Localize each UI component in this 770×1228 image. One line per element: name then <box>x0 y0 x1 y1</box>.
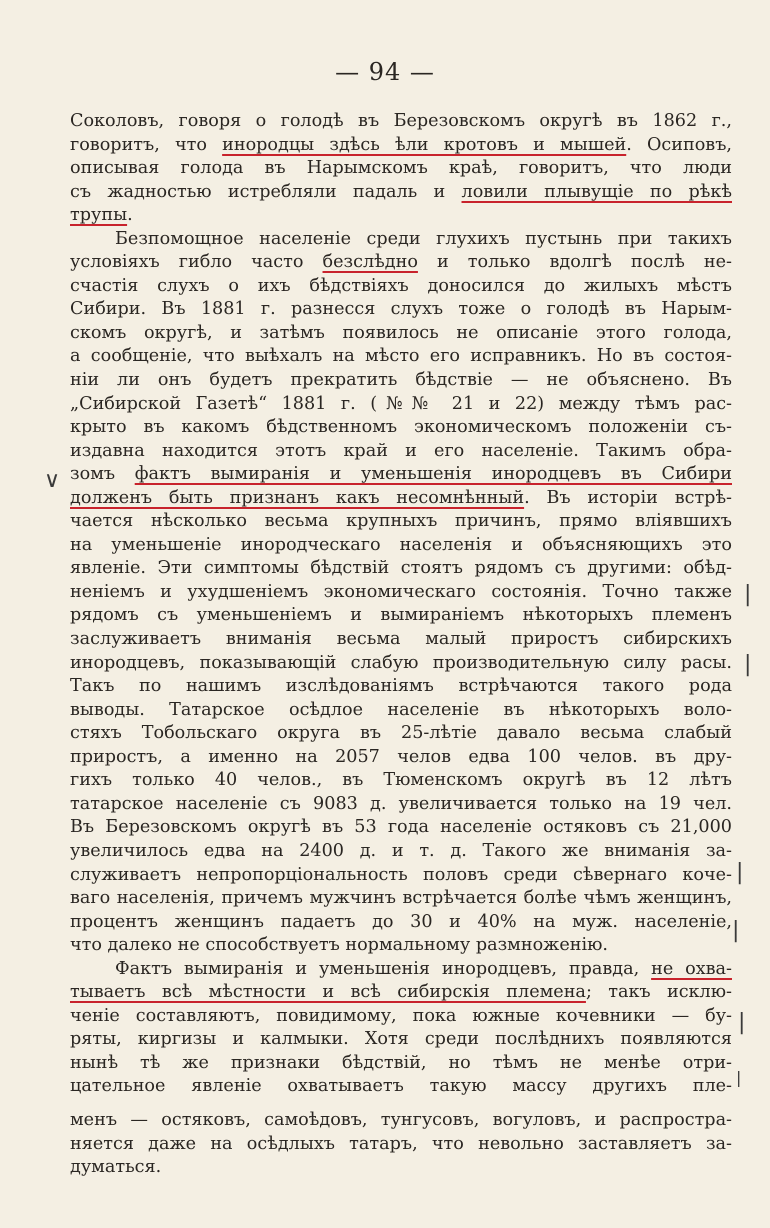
margin-bar-mark: | <box>736 860 744 885</box>
underlined-phrase: фактъ вымиранія и уменьшенія инородцевъ въ Сибири <box>134 464 732 485</box>
text-line <box>70 416 732 440</box>
text-segment: инородцевъ, показывающій слабую производительную силу расы. <box>70 652 732 673</box>
text-segment: ваго населенія, причемъ мужчинъ встрѣчается болѣе чѣмъ женщинъ, <box>70 888 732 909</box>
text-line <box>70 793 732 817</box>
text-segment: ; такъ исклю- <box>585 982 732 1003</box>
margin-bar-mark: | <box>744 652 752 677</box>
text-segment: издавна находится этотъ край и его населеніе. Такимъ обра- <box>70 440 732 461</box>
text-segment: . Осиповъ, <box>626 134 732 155</box>
underlined-phrase: инородцы здѣсь ѣли кротовъ и мышей <box>222 134 627 155</box>
text-line <box>70 722 732 746</box>
text-line <box>70 1109 732 1133</box>
text-line <box>70 345 732 369</box>
text-line <box>70 322 732 346</box>
underlined-phrase: ловили плывущіе по рѣкѣ <box>461 181 732 202</box>
margin-check-mark: ∨ <box>44 468 61 493</box>
text-segment: рядомъ съ уменьшеніемъ и вымираніемъ нѣкоторыхъ племенъ <box>70 605 732 626</box>
text-line <box>70 628 732 652</box>
underlined-phrase: трупы <box>70 205 128 226</box>
text-segment: цательное явленіе охватываетъ такую массу другихъ пле- <box>70 1076 732 1097</box>
text-line <box>70 769 732 793</box>
text-line <box>70 746 732 770</box>
text-segment: Сибири. Въ 1881 г. разнесся слухъ тоже о голодѣ въ Нарым- <box>70 299 732 320</box>
text-line <box>70 204 732 228</box>
text-segment: что далеко не способствуетъ нормальному размноженію. <box>70 935 609 956</box>
margin-bar-mark: | <box>732 918 740 943</box>
text-segment: чается нѣсколько весьма крупныхъ причинъ, прямо вліявшихъ <box>70 511 732 532</box>
page-number: — 94 — <box>335 58 435 86</box>
text-line <box>70 534 732 558</box>
text-line <box>70 675 732 699</box>
text-line <box>70 181 732 205</box>
text-line <box>70 1005 732 1029</box>
text-line <box>70 604 732 628</box>
body-text <box>70 110 732 1180</box>
text-line <box>70 1156 732 1180</box>
text-segment: говоритъ, что <box>70 134 223 155</box>
underlined-phrase: тываетъ всѣ мѣстности и всѣ сибирскія племена <box>70 982 586 1003</box>
text-segment: Такъ по нашимъ изслѣдованіямъ встрѣчаются такого рода <box>70 676 732 697</box>
text-line <box>70 840 732 864</box>
text-line <box>70 487 732 511</box>
text-line <box>70 911 732 935</box>
text-line <box>70 887 732 911</box>
text-segment: неніемъ и ухудшеніемъ экономическаго состоянія. Точно также <box>70 581 732 602</box>
underlined-phrase: безслѣдно <box>322 252 418 273</box>
text-segment: зомъ <box>70 464 135 485</box>
text-segment: Соколовъ, говоря о голодѣ въ Березовскомъ округѣ въ 1862 г., <box>70 111 732 131</box>
text-segment: стяхъ Тобольскаго округа въ 25-лѣтіе давало весьма слабый <box>70 723 732 744</box>
text-line <box>70 864 732 888</box>
text-line <box>70 275 732 299</box>
underlined-phrase: не охва- <box>651 958 732 979</box>
text-line <box>70 298 732 322</box>
text-segment: ніи ли онъ будетъ прекратить бѣдствіе — не объяснено. Въ <box>70 370 732 391</box>
text-segment: скомъ округѣ, и затѣмъ появилось не описаніе этого голода, <box>70 322 732 343</box>
text-segment: татарское населеніе съ 9083 д. увеличивается только на 19 чел. <box>70 793 732 814</box>
text-segment: . <box>127 205 133 226</box>
text-segment: счастія слухъ о ихъ бѣдствіяхъ доносился до жилыхъ мѣстъ <box>70 275 732 296</box>
text-line <box>70 510 732 534</box>
text-segment: описывая голода въ Нарымскомъ краѣ, говоритъ, что люди <box>70 158 732 179</box>
text-segment: ченіе составляютъ, повидимому, пока южные кочевники — бу- <box>70 1005 732 1026</box>
text-line <box>70 134 732 158</box>
text-line <box>70 157 732 181</box>
text-segment: . Въ исторіи встрѣ- <box>524 487 732 508</box>
text-segment: процентъ женщинъ падаетъ до 30 и 40% на муж. населеніе, <box>70 911 732 932</box>
text-line <box>70 463 732 487</box>
text-line <box>70 934 732 958</box>
text-segment: на уменьшеніе инородческаго населенія и объясняющихъ это <box>70 534 732 555</box>
margin-bar-mark: | <box>738 1010 746 1035</box>
text-segment: явленіе. Эти симптомы бѣдствій стоятъ рядомъ съ другими: обѣд- <box>70 558 732 579</box>
text-segment: ряты, киргизы и калмыки. Хотя среди послѣднихъ появляются <box>70 1029 732 1050</box>
text-segment: а сообщеніе, что выѣхалъ на мѣсто его исправникъ. Но въ состоя- <box>70 346 732 367</box>
text-line <box>70 251 732 275</box>
text-segment: гихъ только 40 челов., въ Тюменскомъ округѣ въ 12 лѣтъ <box>70 770 732 791</box>
text-line <box>70 699 732 723</box>
text-line <box>70 981 732 1005</box>
margin-bar-mark: | <box>736 1068 742 1087</box>
text-line <box>70 958 732 982</box>
text-segment: увеличилось едва на 2400 д. и т. д. Такого же вниманія за- <box>70 840 732 861</box>
text-segment: выводы. Татарское осѣдлое населеніе въ нѣкоторыхъ воло- <box>70 699 732 720</box>
text-line <box>70 1133 732 1157</box>
text-line <box>70 369 732 393</box>
text-segment: крыто въ какомъ бѣдственномъ экономическомъ положеніи съ- <box>70 417 732 438</box>
text-segment: няется даже на осѣдлыхъ татаръ, что невольно заставляетъ за- <box>70 1133 732 1154</box>
text-line <box>70 1052 732 1076</box>
text-line <box>70 440 732 464</box>
text-line <box>70 110 732 134</box>
text-segment: Въ Березовскомъ округѣ въ 53 года населеніе остяковъ съ 21,000 <box>70 817 732 838</box>
text-segment: приростъ, а именно на 2057 челов едва 100 челов. въ дру- <box>70 746 732 767</box>
text-line <box>70 652 732 676</box>
text-segment: „Сибирской Газетѣ“ 1881 г. (№№ 21 и 22) между тѣмъ рас- <box>70 393 732 414</box>
text-segment: и только вдолгѣ послѣ не- <box>417 252 732 273</box>
text-line <box>70 816 732 840</box>
text-line <box>70 581 732 605</box>
text-segment: условіяхъ гибло часто <box>70 252 323 273</box>
margin-bar-mark: | <box>744 582 752 607</box>
text-segment: нынѣ тѣ же признаки бѣдствій, но тѣмъ не менѣе отри- <box>70 1052 732 1073</box>
text-line <box>70 557 732 581</box>
text-segment: думаться. <box>70 1157 162 1178</box>
text-segment: Фактъ вымиранія и уменьшенія инородцевъ, правда, <box>115 958 652 979</box>
text-line <box>70 228 732 252</box>
text-line <box>70 1075 732 1099</box>
text-line <box>70 1028 732 1052</box>
text-segment: менъ — остяковъ, самоѣдовъ, тунгусовъ, вогуловъ, и распростра- <box>70 1109 732 1130</box>
underlined-phrase: долженъ быть признанъ какъ несомнѣнный <box>70 487 525 508</box>
text-segment: Безпомощное населеніе среди глухихъ пустынь при такихъ <box>115 228 732 249</box>
text-segment: заслуживаетъ вниманія весьма малый приростъ сибирскихъ <box>70 629 732 650</box>
text-segment: служиваетъ непропорціональность половъ среди сѣвернаго коче- <box>70 864 732 885</box>
text-line <box>70 393 732 417</box>
text-segment: съ жадностью истребляли падаль и <box>70 181 462 202</box>
